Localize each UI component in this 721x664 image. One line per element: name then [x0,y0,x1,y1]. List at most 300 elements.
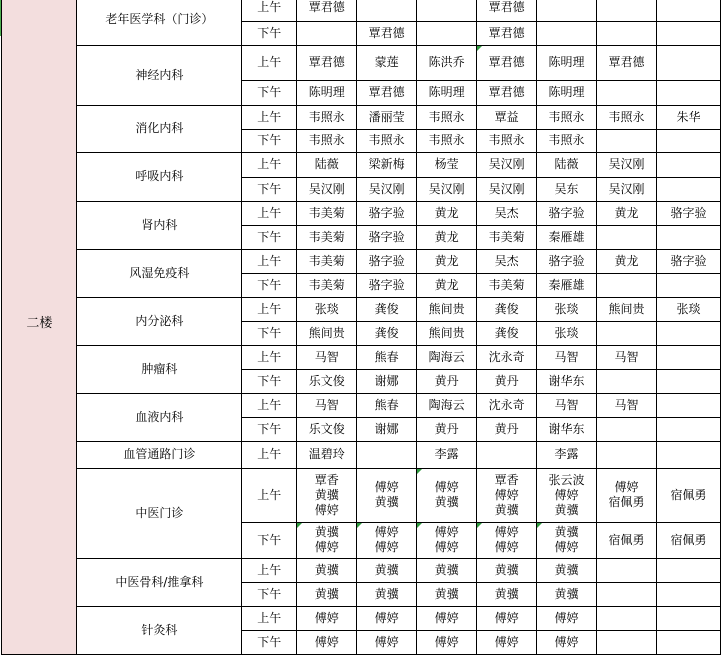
doctor-cell[interactable] [656,225,720,249]
doctor-cell[interactable] [357,345,417,369]
table-row [0,249,721,273]
table-row [0,0,721,21]
doctor-name: 熊间贵 [608,301,645,316]
doctor-cell[interactable] [417,345,477,369]
doctor-cell[interactable] [297,21,357,45]
doctor-cell[interactable] [477,417,537,441]
doctor-cell[interactable] [297,273,357,297]
doctor-cell[interactable] [597,558,657,582]
doctor-name: 傅婷 [314,634,339,649]
doctor-name: 骆字验 [368,253,405,268]
doctor-cell[interactable] [537,417,597,441]
doctor-cell[interactable] [357,321,417,345]
doctor-cell[interactable] [297,345,357,369]
doctor-cell[interactable] [597,273,657,297]
doctor-cell[interactable] [656,80,720,105]
doctor-name: 陈洪乔 [428,55,465,69]
doctor-cell[interactable] [597,582,657,606]
doctor-cell[interactable] [297,441,357,468]
doctor-cell[interactable] [297,393,357,417]
doctor-cell[interactable] [597,417,657,441]
doctor-name: 谢华东 [548,373,585,388]
department-name: 血管通路门诊 [77,441,242,468]
doctor-name: 覃君德 [368,85,405,99]
session-period: 上午 [242,297,297,321]
doctor-name: 傅婷 [434,610,459,625]
doctor-cell[interactable] [477,0,537,21]
doctor-cell[interactable] [477,21,537,45]
doctor-name: 韦照永 [428,109,465,124]
doctor-name: 黄龙 [614,253,639,268]
comment-marker-icon [417,469,422,474]
doctor-cell[interactable] [477,558,537,582]
doctor-cell[interactable] [537,21,597,45]
doctor-cell[interactable] [417,558,477,582]
doctor-cell[interactable] [297,417,357,441]
doctor-name: 熊春 [374,397,399,412]
doctor-cell[interactable] [417,0,477,21]
doctor-name: 熊间贵 [428,325,465,340]
doctor-cell[interactable] [297,321,357,345]
doctor-cell[interactable] [597,129,657,152]
doctor-cell[interactable] [656,345,720,369]
session-period: 上午 [242,152,297,177]
doctor-cell[interactable] [597,369,657,393]
doctor-cell[interactable] [537,468,597,522]
department-name: 内分泌科 [77,297,242,345]
doctor-cell[interactable] [417,441,477,468]
doctor-cell[interactable] [656,606,720,630]
doctor-name: 李露 [554,447,579,461]
doctor-name: 傅婷 傅婷 [494,525,519,554]
doctor-cell[interactable] [417,369,477,393]
doctor-cell[interactable] [597,249,657,273]
doctor-name: 宿佩勇 [670,532,707,547]
doctor-name: 乐文俊 [308,421,345,436]
doctor-name: 韦照永 [368,133,405,147]
doctor-cell[interactable] [477,582,537,606]
doctor-name: 温碧玲 [308,447,345,461]
doctor-name: 乐文俊 [308,373,345,388]
doctor-cell[interactable] [537,0,597,21]
doctor-name: 朱华 [676,109,701,124]
doctor-cell[interactable] [417,297,477,321]
doctor-cell[interactable] [477,129,537,152]
doctor-cell[interactable] [656,129,720,152]
doctor-cell[interactable] [297,249,357,273]
doctor-cell[interactable] [417,152,477,177]
doctor-cell[interactable] [656,273,720,297]
doctor-name: 黄骥 傅婷 [314,525,339,554]
doctor-cell[interactable] [357,225,417,249]
doctor-cell[interactable] [656,152,720,177]
doctor-cell[interactable] [357,21,417,45]
doctor-cell[interactable] [417,606,477,630]
doctor-cell[interactable] [477,273,537,297]
doctor-name: 黄骥 [374,586,399,601]
doctor-name: 韦美菊 [488,277,525,292]
doctor-cell[interactable] [357,582,417,606]
doctor-cell[interactable] [417,249,477,273]
doctor-cell[interactable] [597,0,657,21]
doctor-name: 龚俊 [374,325,399,340]
doctor-cell[interactable] [417,468,477,522]
doctor-cell[interactable] [537,105,597,129]
doctor-cell[interactable] [297,225,357,249]
doctor-cell[interactable] [417,201,477,225]
doctor-cell[interactable] [537,177,597,201]
doctor-name: 吴汉刚 [488,181,525,196]
session-period: 上午 [242,249,297,273]
doctor-name: 马智 [554,349,579,364]
doctor-cell[interactable] [357,393,417,417]
doctor-name: 骆字验 [548,253,585,268]
doctor-cell[interactable] [297,558,357,582]
session-period: 上午 [242,201,297,225]
doctor-cell[interactable] [417,630,477,654]
doctor-cell[interactable] [656,369,720,393]
doctor-cell[interactable] [477,297,537,321]
doctor-name: 沈永奇 [488,397,525,412]
table-row [0,606,721,630]
session-period: 下午 [242,225,297,249]
doctor-cell[interactable] [597,468,657,522]
department-name: 中医门诊 [77,468,242,558]
doctor-cell[interactable] [597,522,657,558]
doctor-name: 黄丹 [434,373,459,388]
doctor-name: 秦雁雄 [548,229,585,244]
doctor-cell[interactable] [597,45,657,80]
doctor-name: 韦照永 [548,109,585,124]
department-name: 血液内科 [77,393,242,441]
doctor-name: 马智 [554,397,579,412]
doctor-name: 黄丹 [494,421,519,436]
doctor-name: 张云波 傅婷 黄骥 [548,472,585,517]
doctor-cell[interactable] [656,105,720,129]
doctor-cell[interactable] [477,522,537,558]
doctor-name: 傅婷 [374,610,399,625]
doctor-cell[interactable] [297,0,357,21]
doctor-name: 黄龙 [614,205,639,220]
doctor-cell[interactable] [597,201,657,225]
doctor-cell[interactable] [537,129,597,152]
doctor-cell[interactable] [537,321,597,345]
doctor-cell[interactable] [357,369,417,393]
session-period: 下午 [242,129,297,152]
doctor-name: 韦照永 [608,109,645,124]
doctor-cell[interactable] [656,393,720,417]
doctor-name: 韦照永 [308,133,345,147]
doctor-name: 韦照永 [488,133,525,147]
table-row [0,558,721,582]
doctor-cell[interactable] [297,177,357,201]
doctor-cell[interactable] [597,297,657,321]
session-period: 下午 [242,273,297,297]
doctor-cell[interactable] [537,582,597,606]
doctor-cell[interactable] [297,522,357,558]
doctor-cell[interactable] [477,105,537,129]
doctor-name: 覃君德 [608,55,645,69]
doctor-name: 陈明理 [548,55,585,69]
doctor-name: 黄骥 傅婷 [554,525,579,554]
doctor-name: 傅婷 [494,610,519,625]
doctor-cell[interactable] [357,441,417,468]
session-period: 上午 [242,606,297,630]
doctor-name: 吴汉刚 [608,157,645,171]
doctor-cell[interactable] [477,345,537,369]
doctor-name: 吴汉刚 [308,181,345,196]
doctor-name: 龚俊 [494,325,519,340]
doctor-name: 蒙莲 [374,55,399,69]
doctor-cell[interactable] [357,606,417,630]
doctor-cell[interactable] [537,80,597,105]
doctor-cell[interactable] [357,297,417,321]
doctor-cell[interactable] [357,129,417,152]
doctor-cell[interactable] [297,297,357,321]
doctor-name: 黄骥 [314,562,339,577]
doctor-name: 傅婷 傅婷 [434,525,459,554]
doctor-cell[interactable] [597,630,657,654]
doctor-cell[interactable] [357,273,417,297]
session-period: 下午 [242,369,297,393]
doctor-cell[interactable] [297,152,357,177]
doctor-cell[interactable] [537,630,597,654]
doctor-cell[interactable] [656,201,720,225]
doctor-cell[interactable] [417,21,477,45]
doctor-cell[interactable] [417,177,477,201]
doctor-name: 傅婷 [554,610,579,625]
doctor-cell[interactable] [597,393,657,417]
doctor-name: 陆薇 [554,157,579,171]
doctor-cell[interactable] [537,441,597,468]
doctor-name: 杨莹 [434,157,459,171]
doctor-name: 傅婷 [434,634,459,649]
doctor-name: 韦照永 [548,133,585,147]
doctor-name: 陶海云 [428,349,465,364]
doctor-name: 黄丹 [494,373,519,388]
doctor-name: 宿佩勇 [670,487,707,502]
doctor-name: 韦美菊 [488,229,525,244]
doctor-cell[interactable] [597,80,657,105]
doctor-cell[interactable] [297,606,357,630]
doctor-cell[interactable] [537,152,597,177]
doctor-cell[interactable] [597,105,657,129]
doctor-cell[interactable] [656,441,720,468]
doctor-cell[interactable] [357,152,417,177]
doctor-name: 马智 [314,349,339,364]
doctor-cell[interactable] [597,225,657,249]
doctor-name: 陈明理 [308,85,345,99]
doctor-cell[interactable] [357,45,417,80]
session-period: 下午 [242,630,297,654]
doctor-name: 骆字验 [670,253,707,268]
doctor-name: 韦美菊 [308,253,345,268]
doctor-cell[interactable] [477,321,537,345]
doctor-name: 傅婷 黄骥 [434,480,459,509]
doctor-name: 傅婷 [554,634,579,649]
doctor-name: 傅婷 [494,634,519,649]
doctor-cell[interactable] [537,273,597,297]
doctor-cell[interactable] [656,321,720,345]
doctor-cell[interactable] [597,345,657,369]
doctor-cell[interactable] [417,105,477,129]
department-name: 针灸科 [77,606,242,654]
doctor-cell[interactable] [656,558,720,582]
doctor-name: 谢华东 [548,421,585,436]
session-period: 上午 [242,345,297,369]
doctor-name: 覃君德 [368,25,405,40]
doctor-name: 黄骥 [494,586,519,601]
doctor-cell[interactable] [357,80,417,105]
doctor-cell[interactable] [597,177,657,201]
doctor-cell[interactable] [656,522,720,558]
doctor-cell[interactable] [357,558,417,582]
doctor-name: 覃君德 [308,55,345,69]
doctor-cell[interactable] [417,273,477,297]
doctor-cell[interactable] [357,177,417,201]
doctor-cell[interactable] [597,21,657,45]
doctor-cell[interactable] [417,522,477,558]
doctor-name: 傅婷 [374,634,399,649]
doctor-cell[interactable] [357,249,417,273]
doctor-cell[interactable] [297,80,357,105]
doctor-cell[interactable] [537,201,597,225]
doctor-cell[interactable] [357,522,417,558]
doctor-name: 覃君德 [488,55,525,69]
doctor-cell[interactable] [477,45,537,80]
session-period: 下午 [242,80,297,105]
doctor-cell[interactable] [537,606,597,630]
doctor-cell[interactable] [297,468,357,522]
doctor-cell[interactable] [537,45,597,80]
doctor-cell[interactable] [597,321,657,345]
doctor-name: 张琰 [554,301,579,316]
doctor-cell[interactable] [297,582,357,606]
doctor-name: 马智 [314,397,339,412]
doctor-name: 熊春 [374,349,399,364]
doctor-name: 张琰 [314,301,339,316]
doctor-cell[interactable] [597,441,657,468]
doctor-name: 吴汉刚 [428,181,465,196]
doctor-cell[interactable] [297,105,357,129]
doctor-cell[interactable] [477,468,537,522]
doctor-name: 秦雁雄 [548,277,585,292]
department-name: 肾内科 [77,201,242,249]
doctor-cell[interactable] [656,21,720,45]
doctor-cell[interactable] [537,393,597,417]
doctor-name: 黄龙 [434,205,459,220]
doctor-cell[interactable] [656,297,720,321]
doctor-cell[interactable] [357,0,417,21]
doctor-cell[interactable] [417,225,477,249]
doctor-name: 覃君德 [488,85,525,99]
doctor-cell[interactable] [297,369,357,393]
doctor-cell[interactable] [477,393,537,417]
doctor-cell[interactable] [417,129,477,152]
doctor-cell[interactable] [417,582,477,606]
doctor-name: 覃君德 [488,25,525,40]
doctor-cell[interactable] [477,249,537,273]
doctor-cell[interactable] [417,321,477,345]
table-row [0,201,721,225]
doctor-cell[interactable] [417,80,477,105]
session-period: 下午 [242,417,297,441]
doctor-cell[interactable] [537,345,597,369]
doctor-cell[interactable] [477,630,537,654]
doctor-cell[interactable] [537,369,597,393]
table-row [0,152,721,177]
doctor-cell[interactable] [656,468,720,522]
doctor-cell[interactable] [477,80,537,105]
doctor-cell[interactable] [417,417,477,441]
doctor-name: 黄龙 [434,277,459,292]
doctor-cell[interactable] [357,630,417,654]
doctor-cell[interactable] [537,558,597,582]
doctor-cell[interactable] [297,630,357,654]
department-name: 呼吸内科 [77,152,242,201]
doctor-cell[interactable] [357,468,417,522]
doctor-cell[interactable] [477,177,537,201]
comment-marker-icon [357,523,362,528]
doctor-cell[interactable] [656,630,720,654]
doctor-cell[interactable] [477,201,537,225]
doctor-name: 谢娜 [374,373,399,388]
doctor-name: 骆字验 [368,229,405,244]
doctor-name: 马智 [614,397,639,412]
doctor-name: 黄骥 [554,562,579,577]
doctor-cell[interactable] [417,393,477,417]
doctor-cell[interactable] [297,45,357,80]
doctor-name: 黄骥 [494,562,519,577]
doctor-cell[interactable] [656,582,720,606]
doctor-cell[interactable] [656,0,720,21]
doctor-cell[interactable] [477,225,537,249]
doctor-cell[interactable] [477,152,537,177]
doctor-cell[interactable] [477,441,537,468]
doctor-name: 骆字验 [670,205,707,220]
comment-marker-icon [477,523,482,528]
doctor-cell[interactable] [357,105,417,129]
doctor-name: 陶海云 [428,397,465,412]
doctor-cell[interactable] [357,417,417,441]
doctor-cell[interactable] [477,369,537,393]
doctor-cell[interactable] [417,45,477,80]
doctor-name: 黄丹 [434,421,459,436]
doctor-name: 傅婷 傅婷 [374,525,399,554]
doctor-cell[interactable] [537,297,597,321]
doctor-cell[interactable] [297,129,357,152]
doctor-cell[interactable] [597,606,657,630]
department-name: 肿瘤科 [77,345,242,393]
doctor-cell[interactable] [597,152,657,177]
doctor-cell[interactable] [477,606,537,630]
doctor-name: 龚俊 [494,301,519,316]
doctor-cell[interactable] [537,225,597,249]
session-period: 下午 [242,177,297,201]
doctor-name: 韦美菊 [308,205,345,220]
doctor-cell[interactable] [656,417,720,441]
doctor-cell[interactable] [537,249,597,273]
doctor-cell[interactable] [537,522,597,558]
comment-marker-icon [297,523,302,528]
doctor-name: 覃益 [494,109,519,124]
doctor-cell[interactable] [357,201,417,225]
doctor-cell[interactable] [297,201,357,225]
doctor-cell[interactable] [656,177,720,201]
doctor-cell[interactable] [656,45,720,80]
doctor-cell[interactable] [656,249,720,273]
session-period: 下午 [242,582,297,606]
